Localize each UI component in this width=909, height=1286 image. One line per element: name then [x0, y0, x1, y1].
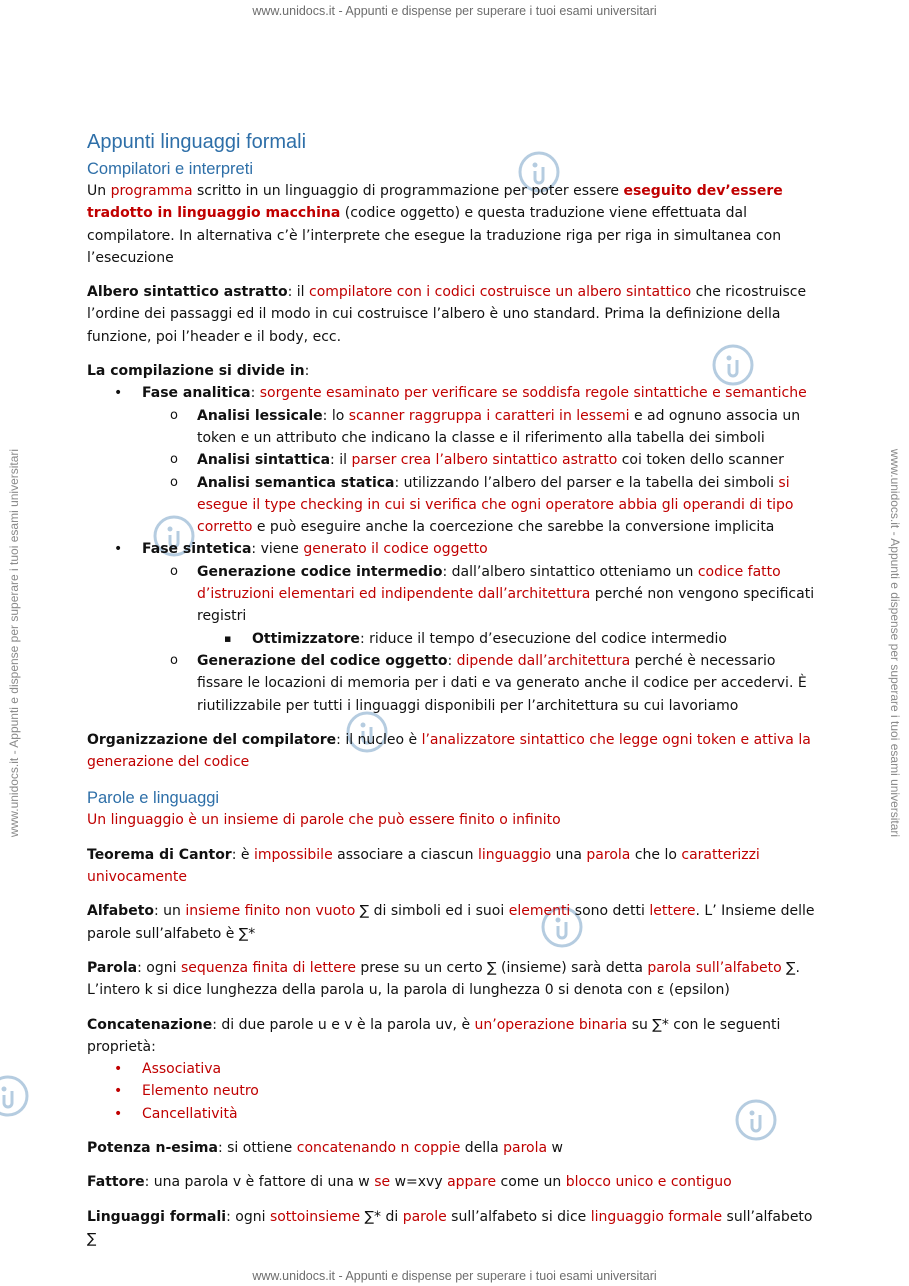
list-item: • Elemento neutro	[87, 1080, 822, 1102]
list-item: • Fase analitica: sorgente esaminato per verificare se soddisfa regole sintattiche e semantiche o Analisi lessicale: lo scanner raggruppa i caratteri in lessemi e ad ognuno associa un token e un attributo che indicano la classe e il riferimento alla tabella dei simboli o Analisi sintattica: il parser crea l’albero sintattico astratto coi token dello scanner o Analisi semantica statica: utilizzando l’albero del parser e la tabella dei simboli si esegue il type checking in cui si verifica che ogni operatore abbia gli operandi di tipo corretto e può eseguire anche la coercezione che sarebbe la conversione implicita	[87, 382, 822, 538]
list-item: o Analisi lessicale: lo scanner raggruppa i caratteri in lessemi e ad ognuno associa un token e un attributo che indicano la classe e il riferimento alla tabella dei simboli	[87, 405, 822, 450]
paragraph-fattore: Fattore: una parola v è fattore di una w se w=xvy appare come un blocco unico e contiguo	[87, 1174, 732, 1191]
paragraph-concatenazione: Concatenazione: di due parole u e v è la parola uv, è un’operazione binaria su ∑* con le seguenti proprietà:	[87, 1016, 781, 1055]
list-item: • Fase sintetica: viene generato il codice oggetto o Generazione codice intermedio: dall’albero sintattico otteniamo un codice fatto d’istruzioni elementari ed indipendente dall’architettura perché non vengono specificati registri ▪ Ottimizzatore: riduce il tempo d’esecuzione del codice intermedio o Generazione del codice oggetto: dipende dall’architettura perché è necessario fissare le locazioni di memoria per i dati e va generato anche il codice per accedervi. È riutilizzabile per tutti i linguaggi disponibili per l’architettura su cui lavoriamo	[87, 538, 822, 716]
paragraph-linguaggi-formali: Linguaggi formali: ogni sottoinsieme ∑* di parole sull’alfabeto si dice linguaggio formale sull’alfabeto ∑	[87, 1208, 813, 1247]
list-item: o Analisi semantica statica: utilizzando l’albero del parser e la tabella dei simboli si esegue il type checking in cui si verifica che ogni operatore abbia gli operandi di tipo corretto e può eseguire anche la coercezione che sarebbe la conversione implicita	[87, 472, 822, 539]
paragraph-organizzazione: Organizzazione del compilatore: il nucleo è l’analizzatore sintattico che legge ogni token e attiva la generazione del codice	[87, 731, 811, 771]
paragraph-potenza: Potenza n-esima: si ottiene concatenando n coppie della parola w	[87, 1139, 563, 1156]
section-heading-compilatori: Compilatori e interpreti	[87, 160, 253, 178]
section-heading-parole: Parole e linguaggi	[87, 789, 220, 808]
paragraph-intro-linguaggio: Un linguaggio è un insieme di parole che può essere finito o infinito	[87, 812, 561, 829]
list-item: o Generazione codice intermedio: dall’albero sintattico otteniamo un codice fatto d’istruzioni elementari ed indipendente dall’architettura perché non vengono specificati registri ▪ Ottimizzatore: riduce il tempo d’esecuzione del codice intermedio	[87, 561, 822, 650]
list-item: ▪ Ottimizzatore: riduce il tempo d’esecuzione del codice intermedio	[87, 628, 822, 650]
list-item: • Associativa	[87, 1058, 822, 1080]
watermark-top: www.unidocs.it - Appunti e dispense per superare i tuoi esami universitari	[252, 4, 657, 18]
paragraph-alfabeto: Alfabeto: un insieme finito non vuoto ∑ di simboli ed i suoi elementi sono detti lettere. L’ Insieme delle parole sull’alfabeto è ∑*	[87, 903, 815, 942]
properties-list	[87, 1058, 822, 1125]
paragraph-programma: Un programma scritto in un linguaggio di programmazione per poter essere eseguito dev’essere tradotto in linguaggio macchina (codice oggetto) e questa traduzione viene effettuata dal compilatore. In alternativa c’è l’interprete che esegue la traduzione riga per riga in simultanea con l’esecuzione	[87, 183, 783, 266]
compilation-phases-list	[87, 382, 822, 716]
document-title: Appunti linguaggi formali	[87, 131, 307, 153]
list-item: o Generazione del codice oggetto: dipende dall’architettura perché è necessario fissare le locazioni di memoria per i dati e va generato anche il codice per accedervi. È riutilizzabile per tutti i linguaggi disponibili per l’architettura su cui lavoriamo	[87, 650, 822, 717]
paragraph-compilazione: La compilazione si divide in:	[87, 363, 310, 380]
paragraph-albero: Albero sintattico astratto: il compilatore con i codici costruisce un albero sintattico che ricostruisce l’ordine dei passaggi ed il modo in cui costruisce l’albero è uno standard. Prima la definizione della funzione, poi l’header e il body, ecc.	[87, 284, 807, 345]
unidocs-logo-icon	[0, 1074, 30, 1118]
document-body	[87, 128, 822, 1262]
list-item: • Cancellatività	[87, 1103, 822, 1125]
list-item: o Analisi sintattica: il parser crea l’albero sintattico astratto coi token dello scanner	[87, 449, 822, 471]
paragraph-parola: Parola: ogni sequenza finita di lettere prese su un certo ∑ (insieme) sarà detta parola sull’alfabeto ∑. L’intero k si dice lunghezza della parola u, la parola di lunghezza 0 si denota con ε (epsilon)	[87, 959, 801, 999]
paragraph-cantor: Teorema di Cantor: è impossibile associare a ciascun linguaggio una parola che lo caratterizzi univocamente	[87, 846, 760, 886]
watermark-bottom: www.unidocs.it - Appunti e dispense per superare i tuoi esami universitari	[252, 1269, 657, 1283]
watermark-right: www.unidocs.it - Appunti e dispense per superare i tuoi esami universitari	[888, 448, 902, 838]
watermark-left: www.unidocs.it - Appunti e dispense per superare i tuoi esami universitari	[7, 448, 21, 838]
